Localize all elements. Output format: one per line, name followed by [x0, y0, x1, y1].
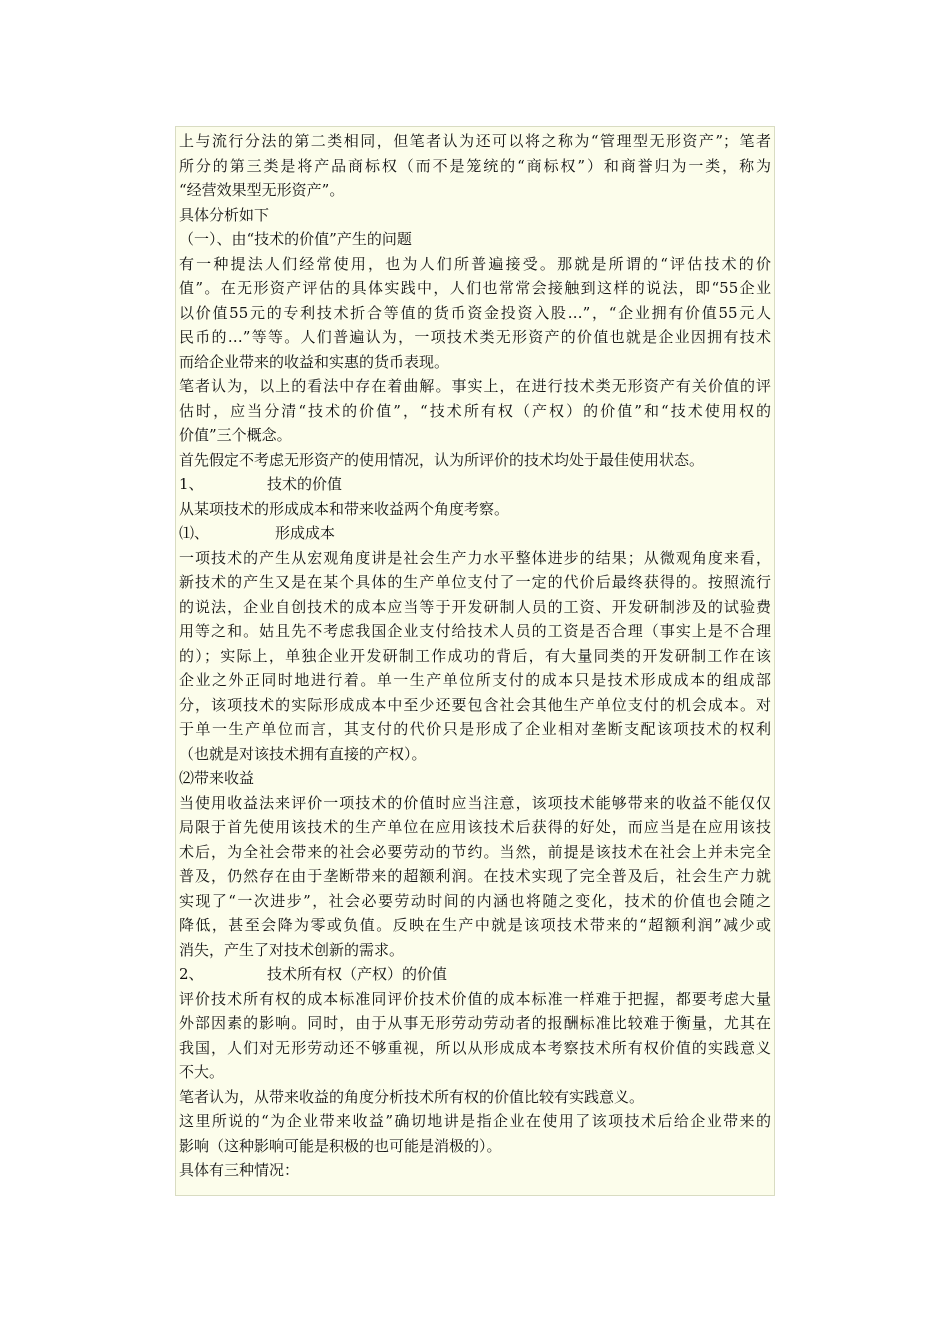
text-line: 我国，人们对无形劳动还不够重视，所以从形成成本考察技术所有权价值的实践意义 [179, 1038, 771, 1057]
heading-title: 形成成本 [275, 524, 336, 542]
subsection-heading: ⑵带来收益 [179, 769, 255, 787]
text-line: 以价值55元的专利技术折合等值的货币资金投资入股…”，“企业拥有价值55元人 [179, 303, 771, 322]
text-line: 消失，产生了对技术创新的需求。 [179, 940, 405, 959]
heading-title: 技术所有权（产权）的价值 [267, 965, 448, 983]
text-line: 有一种提法人们经常使用，也为人们所普遍接受。那就是所谓的“评估技术的价 [179, 254, 771, 273]
text-line: 价值”三个概念。 [179, 426, 292, 444]
text-line: 所分的第三类是将产品商标权（而不是笼统的“商标权”）和商誉归为一类，称为 [179, 156, 771, 175]
heading-title: 技术的价值 [267, 475, 343, 493]
text-line: 具体分析如下 [179, 205, 270, 224]
text-line: 首先假定不考虑无形资产的使用情况，认为所评价的技术均处于最佳使用状态。 [179, 450, 705, 469]
text-line: 一项技术的产生从宏观角度讲是社会生产力水平整体进步的结果；从微观角度来看， [179, 548, 771, 567]
text-line: 笔者认为，从带来收益的角度分析技术所有权的价值比较有实践意义。 [179, 1087, 645, 1106]
text-line: 估时，应当分清“技术的价值”，“技术所有权（产权）的价值”和“技术使用权的 [179, 401, 771, 420]
subsection-heading [179, 472, 771, 497]
text-line: 民币的…”等等。人们普遍认为，一项技术类无形资产的价值也就是企业因拥有技术 [179, 328, 771, 346]
text-line: 具体有三种情况： [179, 1161, 300, 1179]
text-line: 实现了“一次进步”，社会必要劳动时间的内涵也将随之变化，技术的价值也会随之 [179, 891, 771, 910]
text-line: 企业之外正同时地进行着。单一生产单位所支付的成本只是技术形成成本的组成部 [179, 671, 771, 689]
section-heading: （一）、由“技术的价值”产生的问题 [179, 230, 412, 248]
text-line: 而给企业带来的收益和实惠的货币表现。 [179, 352, 450, 371]
text-line: 普及，仍然存在由于垄断带来的超额利润。在技术实现了完全普及后，社会生产力就 [179, 867, 771, 885]
text-line: 降低，甚至会降为零或负值。反映在生产中就是该项技术带来的“超额利润”减少或 [179, 916, 771, 934]
text-line: 的）；实际上，单独企业开发研制工作成功的背后，有大量同类的开发研制工作在该 [179, 646, 771, 665]
text-line: 外部因素的影响。同时，由于从事无形劳动劳动者的报酬标准比较难于衡量，尤其在 [179, 1014, 771, 1032]
text-line: 影响（这种影响可能是积极的也可能是消极的）。 [179, 1136, 502, 1155]
text-line: 分，该项技术的实际形成成本中至少还要包含社会其他生产单位支付的机会成本。对 [179, 695, 771, 714]
text-line: “经营效果型无形资产”。 [179, 181, 345, 199]
text-line: 的说法，企业自创技术的成本应当等于开发研制人员的工资、开发研制涉及的试验费 [179, 597, 771, 616]
subsection-heading [179, 521, 771, 546]
document-text-block [175, 126, 775, 1196]
text-line: 不大。 [179, 1063, 225, 1081]
text-line: 上与流行分法的第二类相同，但笔者认为还可以将之称为“管理型无形资产”；笔者 [179, 132, 771, 150]
heading-number: 2、 [179, 965, 204, 983]
heading-number: ⑴、 [179, 524, 210, 542]
subsection-heading [179, 962, 771, 987]
text-line: 于单一生产单位而言，其支付的代价只是形成了企业相对垄断支配该项技术的权利 [179, 720, 771, 738]
text-line: （也就是对该技术拥有直接的产权）。 [179, 744, 427, 763]
text-line: 笔者认为，以上的看法中存在着曲解。事实上，在进行技术类无形资产有关价值的评 [179, 377, 771, 395]
text-line: 值”。在无形资产评估的具体实践中，人们也常常会接触到这样的说法，即“55企业 [179, 279, 771, 297]
text-line: 术后，为全社会带来的社会必要劳动的节约。当然，前提是该技术在社会上并未完全 [179, 842, 771, 861]
text-line: 新技术的产生又是在某个具体的生产单位支付了一定的代价后最终获得的。按照流行 [179, 573, 771, 591]
text-line: 评价技术所有权的成本标准同评价技术价值的成本标准一样难于把握，都要考虑大量 [179, 989, 771, 1008]
text-line: 从某项技术的形成成本和带来收益两个角度考察。 [179, 499, 510, 518]
text-line: 当使用收益法来评价一项技术的价值时应当注意，该项技术能够带来的收益不能仅仅 [179, 793, 771, 812]
text-line: 这里所说的“为企业带来收益”确切地讲是指企业在使用了该项技术后给企业带来的 [179, 1112, 771, 1130]
text-line: 局限于首先使用该技术的生产单位在应用该技术后获得的好处，而应当是在应用该技 [179, 818, 771, 836]
heading-number: 1、 [179, 475, 204, 493]
text-line: 用等之和。姑且先不考虑我国企业支付给技术人员的工资是否合理（事实上是不合理 [179, 622, 771, 640]
